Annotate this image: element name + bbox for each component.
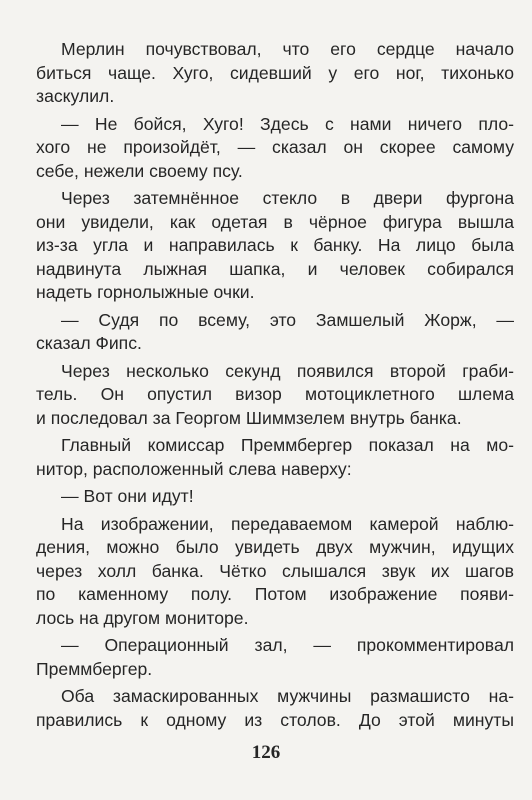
text-line: На изображении, передаваемом камерой наблю- [61, 513, 514, 534]
body-text [36, 38, 514, 736]
paragraph [36, 685, 514, 732]
text-line: — Не бойся, Хуго! Здесь с нами ничего пло- [61, 113, 514, 134]
paragraph [36, 634, 514, 681]
paragraph [36, 513, 514, 631]
paragraph [36, 113, 514, 184]
paragraph [36, 485, 514, 509]
text-line: из-за угла и направилась к банку. На лицо была [36, 235, 514, 255]
text-line: Через несколько секунд появился второй граби- [61, 360, 514, 381]
paragraph [36, 187, 514, 305]
text-line: Через затемнённое стекло в двери фургона [61, 188, 514, 208]
paragraph [36, 309, 514, 356]
paragraph [36, 38, 514, 109]
text-line: сказал Фипс. [36, 333, 142, 353]
text-line: — Судя по всему, это Замшелый Жорж, — [61, 309, 514, 330]
paragraph [36, 360, 514, 431]
text-line: Оба замаскированных мужчины размашисто на- [61, 686, 514, 706]
text-line: Преммбергер. [36, 658, 153, 679]
paragraph [36, 434, 514, 481]
text-line: нитор, расположенный слева наверху: [36, 458, 352, 479]
text-line: тель. Он опустил визор мотоциклетного шлема [36, 384, 514, 404]
text-line: и последовал за Георгом Шиммзелем внутрь банка. [36, 407, 462, 428]
text-line: дения, можно было увидеть двух мужчин, идущих [36, 537, 514, 557]
text-line: биться чаще. Хуго, сидевший у его ног, тихонько [36, 62, 514, 83]
text-line: заскулил. [36, 86, 115, 106]
text-line: лось на другом мониторе. [36, 607, 249, 628]
text-line: Мерлин почувствовал, что его сердце начало [61, 39, 514, 59]
text-line: надвинута лыжная шапка, и человек собирался [36, 258, 514, 279]
text-line: через холл банка. Чётко слышался звук их шагов [36, 560, 514, 581]
page-number: 126 [251, 742, 281, 763]
text-line: правились к одному из столов. До этой минуты [36, 709, 514, 730]
text-line: они увидели, как одетая в чёрное фигура вышла [36, 211, 514, 232]
text-line: себе, нежели своему псу. [36, 160, 243, 181]
text-line: надеть горнолыжные очки. [36, 282, 255, 302]
text-line: по каменному полу. Потом изображение появи- [36, 584, 514, 604]
text-line: — Вот они идут! [61, 486, 194, 506]
text-line: хого не произойдёт, — сказал он скорее самому [36, 137, 514, 157]
text-line: — Операционный зал, — прокомментировал [61, 635, 514, 655]
text-line: Главный комиссар Преммбергер показал на мо- [61, 435, 514, 455]
